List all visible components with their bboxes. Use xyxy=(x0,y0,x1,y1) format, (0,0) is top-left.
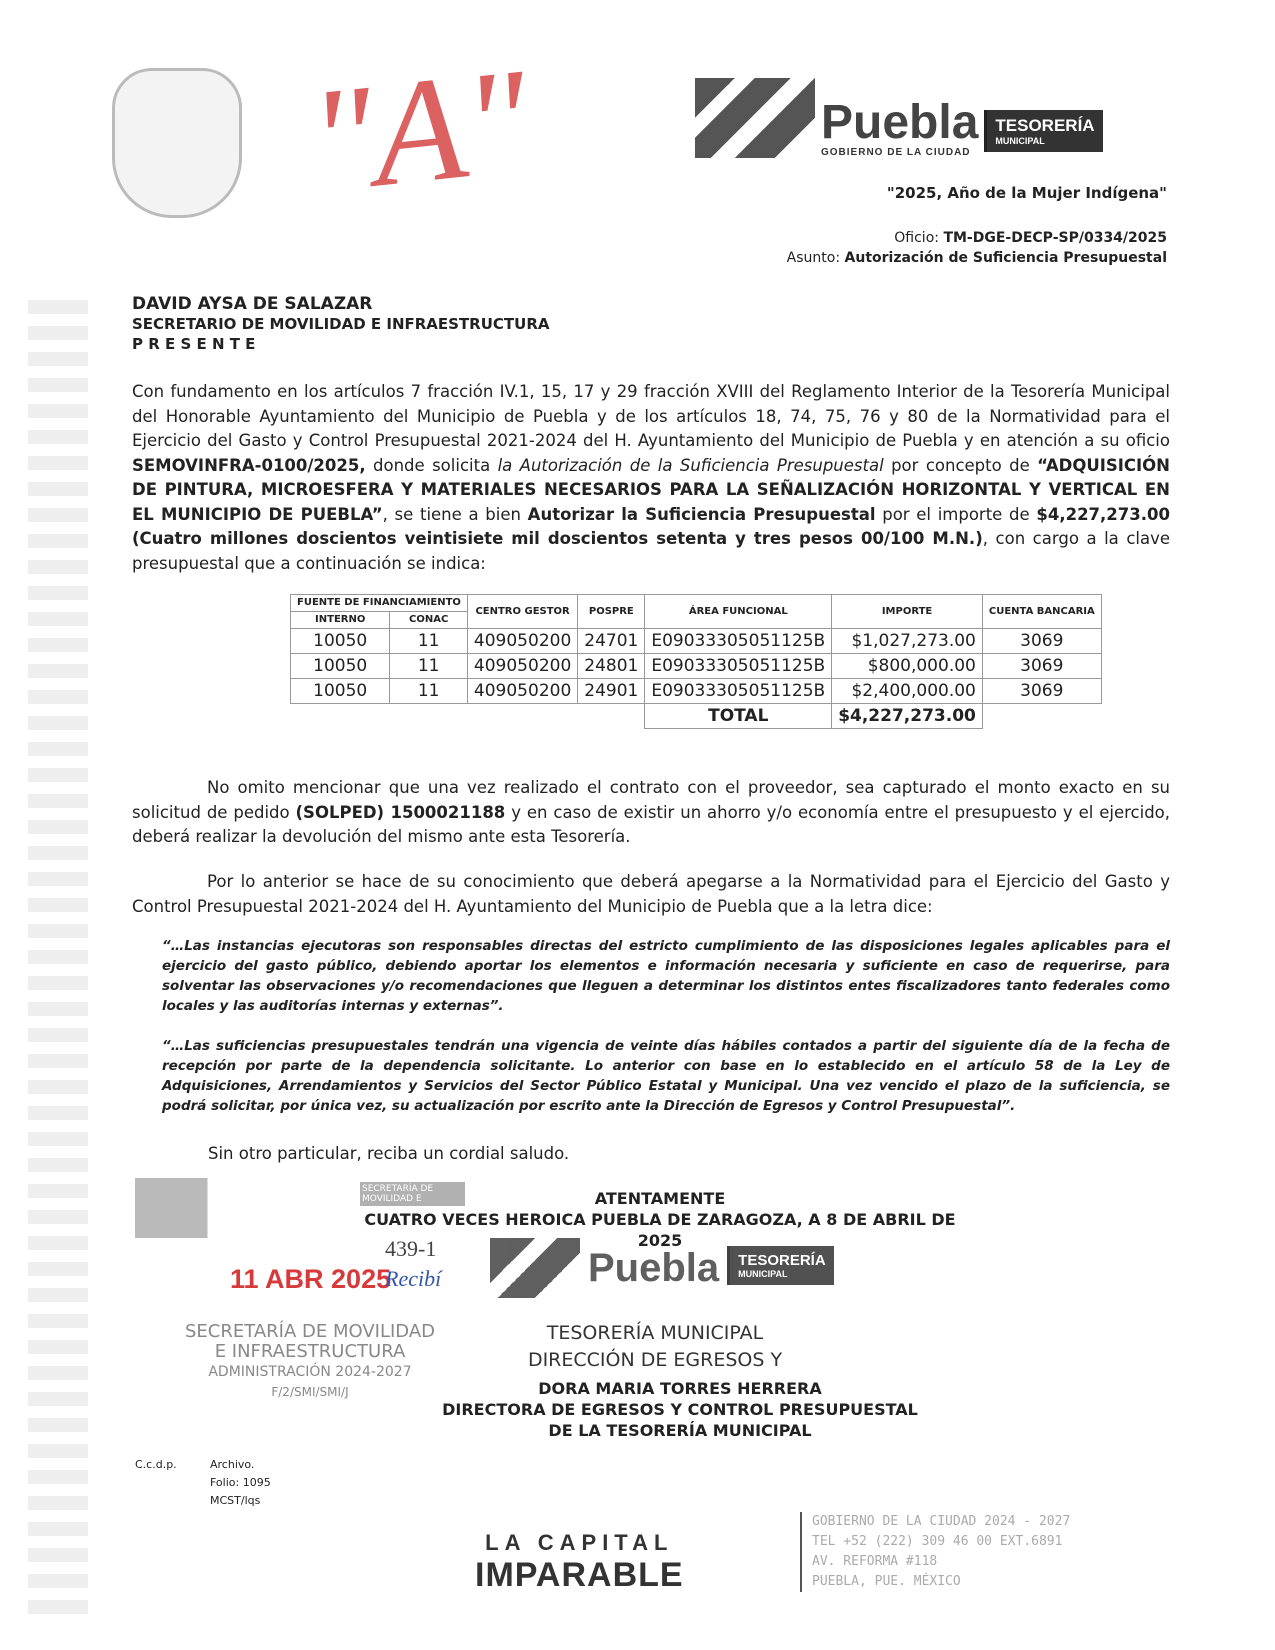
presente: P R E S E N T E xyxy=(132,335,256,353)
paragraph-normatividad: Por lo anterior se hace de su conocimiento que deberá apegarse a la Normatividad para el Ejercicio del Gasto y Control Presupuestal 2021-2024 del H. Ayuntamiento del Municipio de Puebla que a la letra dice: xyxy=(132,872,1170,916)
motto: "2025, Año de la Mujer Indígena" xyxy=(886,184,1167,202)
tesoreria-stamp xyxy=(520,1320,790,1374)
oficio-number: TM-DGE-DECP-SP/0334/2025 xyxy=(943,230,1167,246)
header-fuente: FUENTE DE FINANCIAMIENTO xyxy=(291,595,468,612)
recipient-block xyxy=(132,294,550,354)
semovinfra-stamp-logo xyxy=(135,1178,465,1238)
tes-title: TESORERÍA xyxy=(738,1251,826,1269)
address-line: GOBIERNO DE LA CIUDAD 2024 - 2027 xyxy=(812,1514,1071,1529)
table-row xyxy=(291,629,1102,654)
handwritten-mark: "A" xyxy=(301,37,536,225)
table-cell: 24901 xyxy=(578,679,645,704)
tesoreria-stamp-logo xyxy=(490,1238,834,1298)
logo-sub: GOBIERNO DE LA CIUDAD xyxy=(821,147,971,158)
address-line: AV. REFORMA #118 xyxy=(812,1554,938,1569)
stamp-line: DIRECCIÓN DE EGRESOS Y xyxy=(527,1349,783,1371)
reference-block xyxy=(787,228,1167,268)
ccp-folio: Folio: 1095 xyxy=(210,1476,271,1489)
asunto-label: Asunto: xyxy=(786,250,841,266)
table-row xyxy=(291,654,1102,679)
stamp-line: E INFRAESTRUCTURA xyxy=(214,1341,406,1362)
stamp-line: SECRETARÍA DE MOVILIDAD xyxy=(184,1321,436,1342)
text: y en caso de existir un ahorro y/o economía entre el presupuesto y el ejercido, deberá realizar la devolución del mismo ante esta Tesorería. xyxy=(132,802,1171,846)
signer-role: DE LA TESORERÍA MUNICIPAL xyxy=(548,1421,812,1440)
table-cell: $1,027,273.00 xyxy=(832,629,983,654)
signer-name: DORA MARIA TORRES HERRERA xyxy=(538,1379,822,1398)
asunto: Autorización de Suficiencia Presupuestal xyxy=(844,250,1167,266)
tesoreria-badge xyxy=(727,1246,834,1285)
tes-sub: MUNICIPAL xyxy=(738,1268,788,1279)
recipient-name: DAVID AYSA DE SALAZAR xyxy=(132,294,373,314)
table-cell: E09033305051125B xyxy=(645,629,832,654)
tes-sub: MUNICIPAL xyxy=(995,136,1045,146)
table-cell: 11 xyxy=(390,654,468,679)
stamp-line: TESORERÍA MUNICIPAL xyxy=(546,1322,764,1344)
ccp-label: C.c.d.p. xyxy=(135,1458,177,1471)
puebla-emblem-icon xyxy=(695,78,815,158)
text: , se tiene a bien xyxy=(382,504,528,524)
budget-table xyxy=(290,594,1102,729)
address-line: PUEBLA, PUE. MÉXICO xyxy=(812,1574,961,1589)
text: Con fundamento en los artículos 7 fracción IV.1, 15, 17 y 29 fracción XVIII del Reglamento Interior de la Tesorería Municipal del Honorable Ayuntamiento del Municipio de Puebla y de los artículos 18, 74, 75, 76 y 80 de la Normatividad para el Ejercicio del Gasto y Control Presupuestal 2021-2024 del H. Ayuntamiento del Municipio de Puebla y en atención a su oficio xyxy=(132,382,1170,450)
solped: (SOLPED) 1500021188 xyxy=(295,802,506,822)
signer-role: DIRECTORA DE EGRESOS Y CONTROL PRESUPUESTAL xyxy=(442,1400,918,1419)
text: por concepto de xyxy=(883,455,1038,475)
table-cell: 3069 xyxy=(982,629,1101,654)
text: No omito mencionar que una vez realizado el contrato con el proveedor, sea capturado el monto exacto en su solicitud de pedido xyxy=(132,778,1170,822)
table-cell: E09033305051125B xyxy=(645,679,832,704)
paragraph-authorization xyxy=(132,380,1170,576)
recipient-title: SECRETARIO DE MOVILIDAD E INFRAESTRUCTURA xyxy=(132,315,550,333)
text: la Autorización de la Suficiencia Presupuestal xyxy=(497,455,884,475)
header-conac: CONAC xyxy=(390,612,468,629)
footer-address xyxy=(800,1512,1070,1592)
table-cell: 10050 xyxy=(291,654,390,679)
table-cell: 11 xyxy=(390,679,468,704)
received-date-stamp: 11 ABR 2025 xyxy=(230,1264,392,1294)
quote-1: “…Las instancias ejecutoras son responsables directas del estricto cumplimiento de las disposiciones legales aplicables para el ejercicio del gasto público, debiendo aportar los elementos e información necesaria y suficiente en caso de requerirse, para solventar las observaciones y/o recomendaciones que lleguen a determinar los distintos entes fiscalizadores tanto federales como locales y las auditorías internas y externas”. xyxy=(162,938,1170,1014)
table-cell: 24801 xyxy=(578,654,645,679)
ccp-archivo: Archivo. xyxy=(210,1458,255,1471)
slogan-line: IMPARABLE xyxy=(475,1556,684,1594)
tes-title: TESORERÍA xyxy=(995,116,1095,135)
table-cell: 409050200 xyxy=(467,679,577,704)
tesoreria-badge xyxy=(984,110,1102,152)
table-cell: 409050200 xyxy=(467,629,577,654)
place-date: CUATRO VECES HEROICA PUEBLA DE ZARAGOZA, A 8 DE ABRIL DE 2025 xyxy=(364,1210,956,1250)
slogan-line: LA CAPITAL xyxy=(485,1530,674,1555)
table-cell: 10050 xyxy=(291,629,390,654)
logo-word: Puebla xyxy=(821,96,979,149)
header-interno: INTERNO xyxy=(291,612,390,629)
table-cell: 409050200 xyxy=(467,654,577,679)
decorative-border xyxy=(28,300,88,1620)
total-label: TOTAL xyxy=(645,704,832,729)
text: , con cargo a la clave presupuestal que a continuación se indica: xyxy=(132,529,1170,573)
header-cuenta: CUENTA BANCARIA xyxy=(982,595,1101,629)
amount: $4,227,273.00 (Cuatro millones doscientos veintisiete mil doscientos setenta y tres pesos 00/100 M.N.) xyxy=(132,504,1170,548)
header-pospre: POSPRE xyxy=(578,595,645,629)
header-area: ÁREA FUNCIONAL xyxy=(645,595,832,629)
header-centro: CENTRO GESTOR xyxy=(467,595,577,629)
table-row xyxy=(291,679,1102,704)
atentamente: ATENTAMENTE xyxy=(594,1189,726,1208)
table-cell: $2,400,000.00 xyxy=(832,679,983,704)
header-importe: IMPORTE xyxy=(832,595,983,629)
text: donde solicita xyxy=(365,455,498,475)
slogan-logo xyxy=(475,1530,684,1595)
sec-badge: SECRETARÍA DE MOVILIDAD E xyxy=(360,1182,465,1206)
oficio-label: Oficio: xyxy=(894,230,939,246)
table-cell: 11 xyxy=(390,629,468,654)
text: Autorizar la Suficiencia Presupuestal xyxy=(527,504,876,524)
table-cell: 3069 xyxy=(982,654,1101,679)
logo-word: Puebla xyxy=(588,1245,720,1290)
table-cell: $800,000.00 xyxy=(832,654,983,679)
address-line: TEL +52 (222) 309 46 00 EXT.6891 xyxy=(812,1534,1063,1549)
puebla-tesoreria-logo xyxy=(695,78,1103,158)
puebla-emblem-icon xyxy=(490,1238,580,1298)
paragraph-solped xyxy=(132,776,1170,850)
stamp-line: F/2/SMI/SMI/J xyxy=(271,1385,349,1399)
text: por el importe de xyxy=(875,504,1037,524)
table-cell: 3069 xyxy=(982,679,1101,704)
table-cell: 10050 xyxy=(291,679,390,704)
oficio-ref: SEMOVINFRA-0100/2025, xyxy=(132,455,366,475)
ccp-initials: MCST/lqs xyxy=(210,1494,261,1507)
table-cell: E09033305051125B xyxy=(645,654,832,679)
quote-2: “…Las suficiencias presupuestales tendrán una vigencia de veinte días hábiles contados a partir del siguiente día de la fecha de recepción por parte de la dependencia solicitante. Lo anterior con base en lo establecido en el artículo 58 de la Ley de Adquisiciones, Arrendamientos y Servicios del Sector Público Estatal y Municipal. Una vez vencido el plazo de la suficiencia, se podrá solicitar, por única vez, su actualización por escrito ante la Dirección de Egresos y Control Presupuestal”. xyxy=(162,1038,1170,1114)
signer-block xyxy=(380,1378,980,1441)
city-coat-of-arms-logo xyxy=(112,68,242,218)
stamp-line: ADMINISTRACIÓN 2024-2027 xyxy=(208,1364,412,1380)
ccp-block xyxy=(135,1456,271,1507)
received-note: Recibí xyxy=(385,1266,442,1291)
total-amount: $4,227,273.00 xyxy=(832,704,983,729)
concept: “ADQUISICIÓN DE PINTURA, MICROESFERA Y MATERIALES NECESARIOS PARA LA SEÑALIZACIÓN HORIZONTAL Y VERTICAL EN EL MUNICIPIO DE PUEBLA” xyxy=(132,455,1170,524)
table-cell: 24701 xyxy=(578,629,645,654)
closing: Sin otro particular, reciba un cordial saludo. xyxy=(208,1144,570,1163)
received-number: 439-1 xyxy=(385,1236,437,1261)
